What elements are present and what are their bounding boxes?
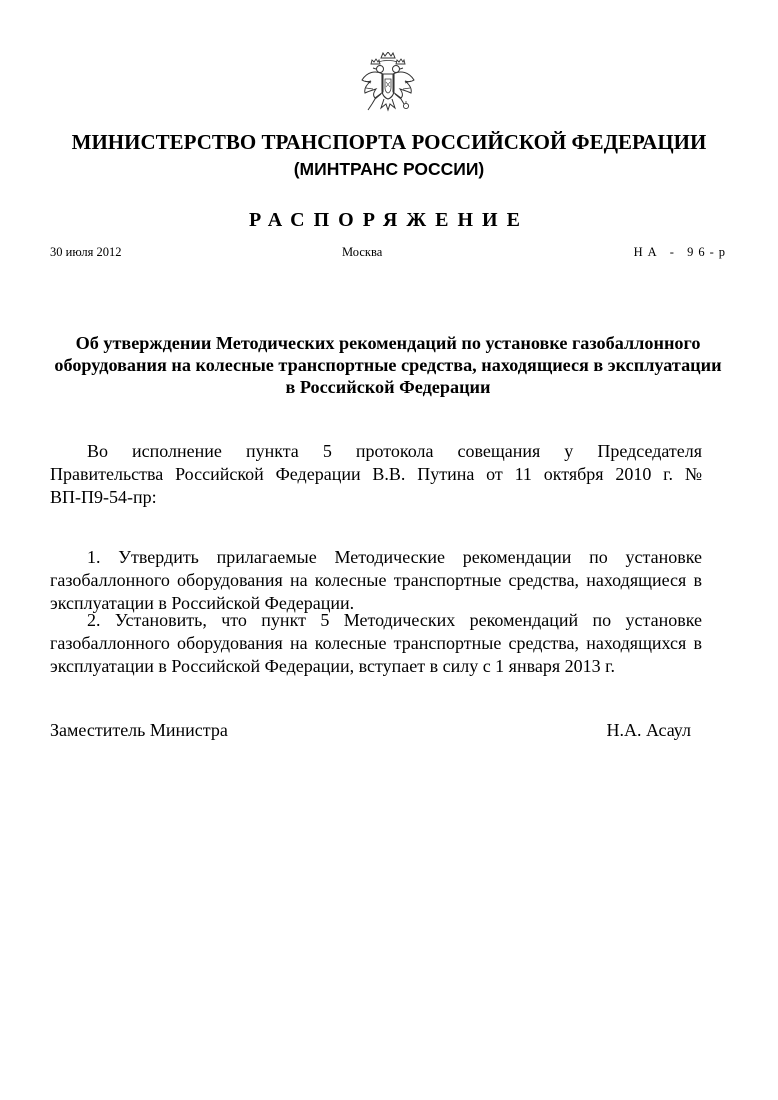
document-city: Москва [342, 245, 383, 259]
russian-coat-of-arms-icon [359, 52, 417, 118]
document-type-heading: РАСПОРЯЖЕНИЕ [249, 209, 529, 231]
signature-block [50, 719, 691, 743]
signatory-name: Н.А. Асаул [606, 720, 691, 740]
ministry-short-name: (МИНТРАНС РОССИИ) [293, 159, 485, 179]
order-item-2: 2. Установить, что пункт 5 Методических рекомендаций по установке газобаллонного оборудования на колесные транспортные средства, находящихся в эксплуатации в Российской Федерации, вступает в силу с 1 января 2013 г. [50, 610, 702, 676]
ministry-name: МИНИСТЕРСТВО ТРАНСПОРТА РОССИЙСКОЙ ФЕДЕРАЦИИ [71, 130, 707, 154]
document-subject: Об утверждении Методических рекомендаций по установке газобаллонного оборудования на колесные транспортные средства, находящиеся в эксплуатации в Российской Федерации [54, 333, 722, 397]
document-date: 30 июля 2012 [50, 245, 122, 259]
order-item-1: 1. Утвердить прилагаемые Методические рекомендации по установке газобаллонного оборудования на колесные транспортные средства, находящиеся в эксплуатации в Российской Федерации. [50, 547, 702, 613]
intro-paragraph: Во исполнение пункта 5 протокола совещания у Председателя Правительства Российской Федерации В.В. Путина от 11 октября 2010 г. № ВП-П9-54-пр: [50, 441, 702, 507]
document-number: НА - 96-р [633, 245, 730, 259]
signatory-title: Заместитель Министра [50, 720, 228, 740]
document-meta-row [50, 244, 730, 262]
